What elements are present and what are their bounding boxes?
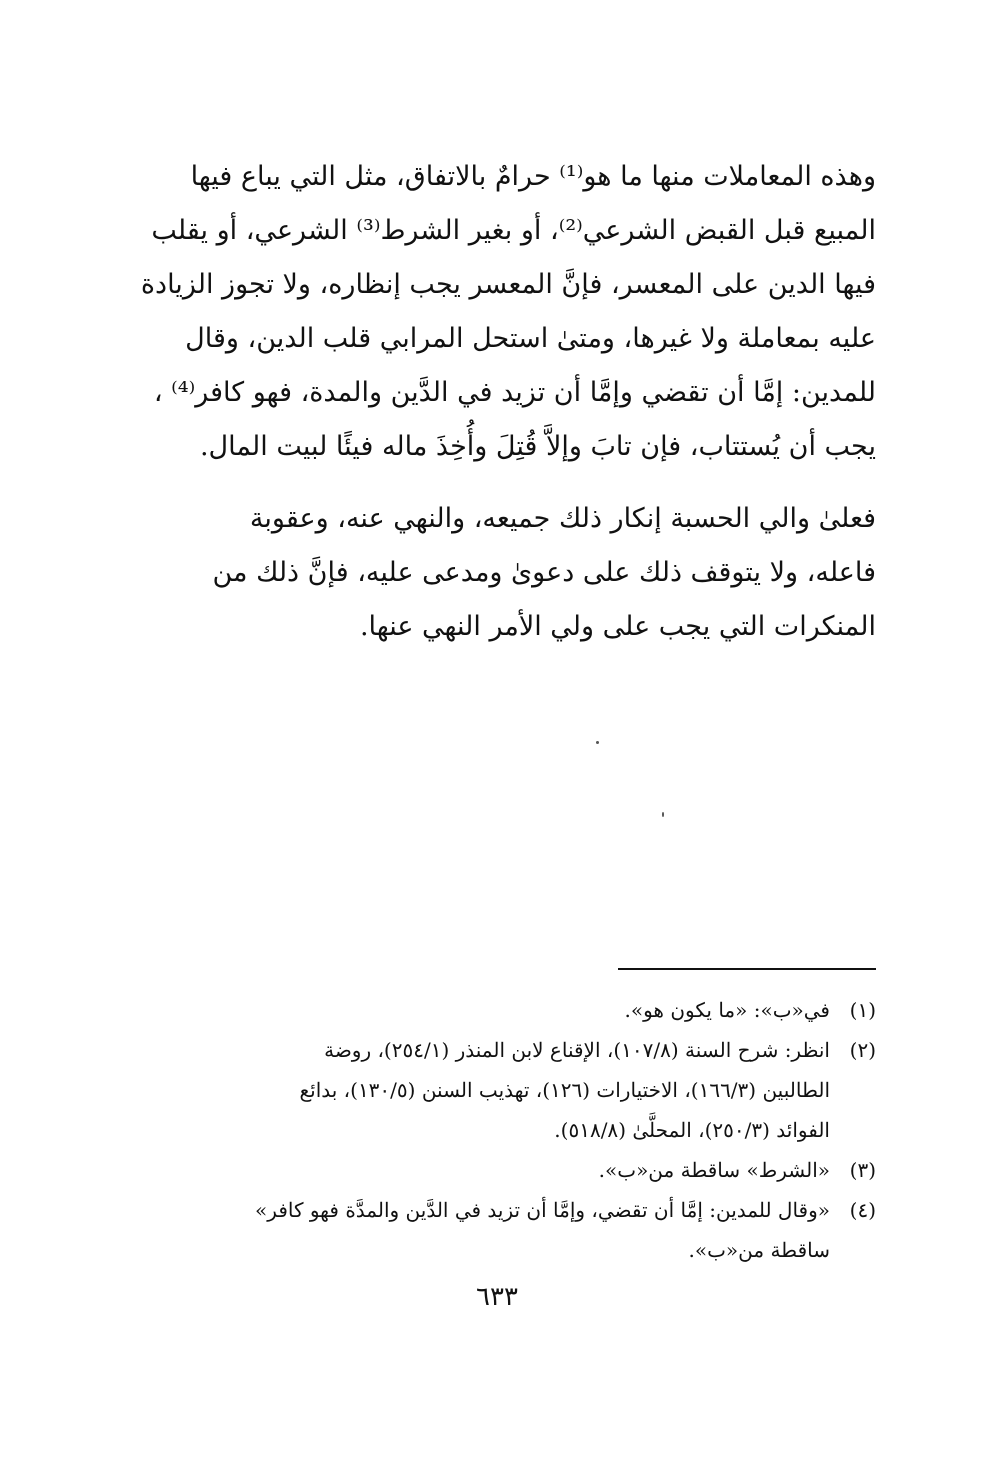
scan-speck [596,741,599,744]
text-line: يجب أن يُستتاب، فإن تابَ وإلاَّ قُتِلَ وأُخِذَ ماله فيئًا لبيت المال. [199,431,876,462]
footnote-line: الطالبين (١٦٦/٣)، الاختيارات (١٢٦)، تهذيب السنن (١٣٠/٥)، بدائع [299,1078,830,1102]
scan-speck [662,812,664,817]
footnote-1 [114,990,876,1030]
text-line: للمدين: إمَّا أن تقضي وإمَّا أن تزيد في الدَّين والمدة، فهو كافر⁽⁴⁾ ، [153,377,876,408]
footnote-text [114,1150,830,1190]
footnote-line: ساقطة من«ب». [688,1238,830,1262]
footnote-number: (٣) [849,1158,876,1182]
text-line: وهذه المعاملات منها ما هو⁽¹⁾ حرامٌ بالاتفاق، مثل التي يباع فيها [190,161,876,192]
text-line: المبيع قبل القبض الشرعي⁽²⁾، أو بغير الشرط⁽³⁾ الشرعي، أو يقلب [151,215,876,246]
paragraph-1 [118,150,876,474]
footnote-line: الفوائد (٢٥٠/٣)، المحلَّىٰ (٥١٨/٨). [554,1118,830,1142]
footnote-number: (٢) [849,1038,876,1062]
footnote-separator [618,968,876,970]
footnote-2 [114,1030,876,1150]
footnote-3 [114,1150,876,1190]
footnote-line: «الشرط» ساقطة من«ب». [598,1158,830,1182]
footnote-number: (١) [849,998,876,1022]
footnote-line: في«ب»: «ما يكون هو». [624,998,830,1022]
footnote-text [114,990,830,1030]
text-line: فيها الدين على المعسر، فإنَّ المعسر يجب إنظاره، ولا تجوز الزيادة [140,269,876,300]
footnote-text [114,1030,830,1150]
page-number: ٦٣٣ [476,1282,518,1312]
text-line: فعلىٰ والي الحسبة إنكار ذلك جميعه، والنهي عنه، وعقوبة [249,503,876,534]
text-line: المنكرات التي يجب على ولي الأمر النهي عنها. [359,611,876,642]
footnote-4 [114,1190,876,1270]
footnotes [114,990,876,1270]
text-line: فاعله، ولا يتوقف ذلك على دعوىٰ ومدعى عليه، فإنَّ ذلك من [212,557,876,588]
main-text [118,150,876,672]
paragraph-2 [118,492,876,654]
footnote-text [114,1190,830,1270]
footnote-line: «وقال للمدين: إمَّا أن تقضي، وإمَّا أن تزيد في الدَّين والمدَّة فهو كافر» [255,1198,830,1222]
footnote-number: (٤) [849,1198,876,1222]
text-line: عليه بمعاملة ولا غيرها، ومتىٰ استحل المرابي قلب الدين، وقال [185,323,876,354]
footnote-line: انظر: شرح السنة (١٠٧/٨)، الإقناع لابن المنذر (٢٥٤/١)، روضة [324,1038,830,1062]
